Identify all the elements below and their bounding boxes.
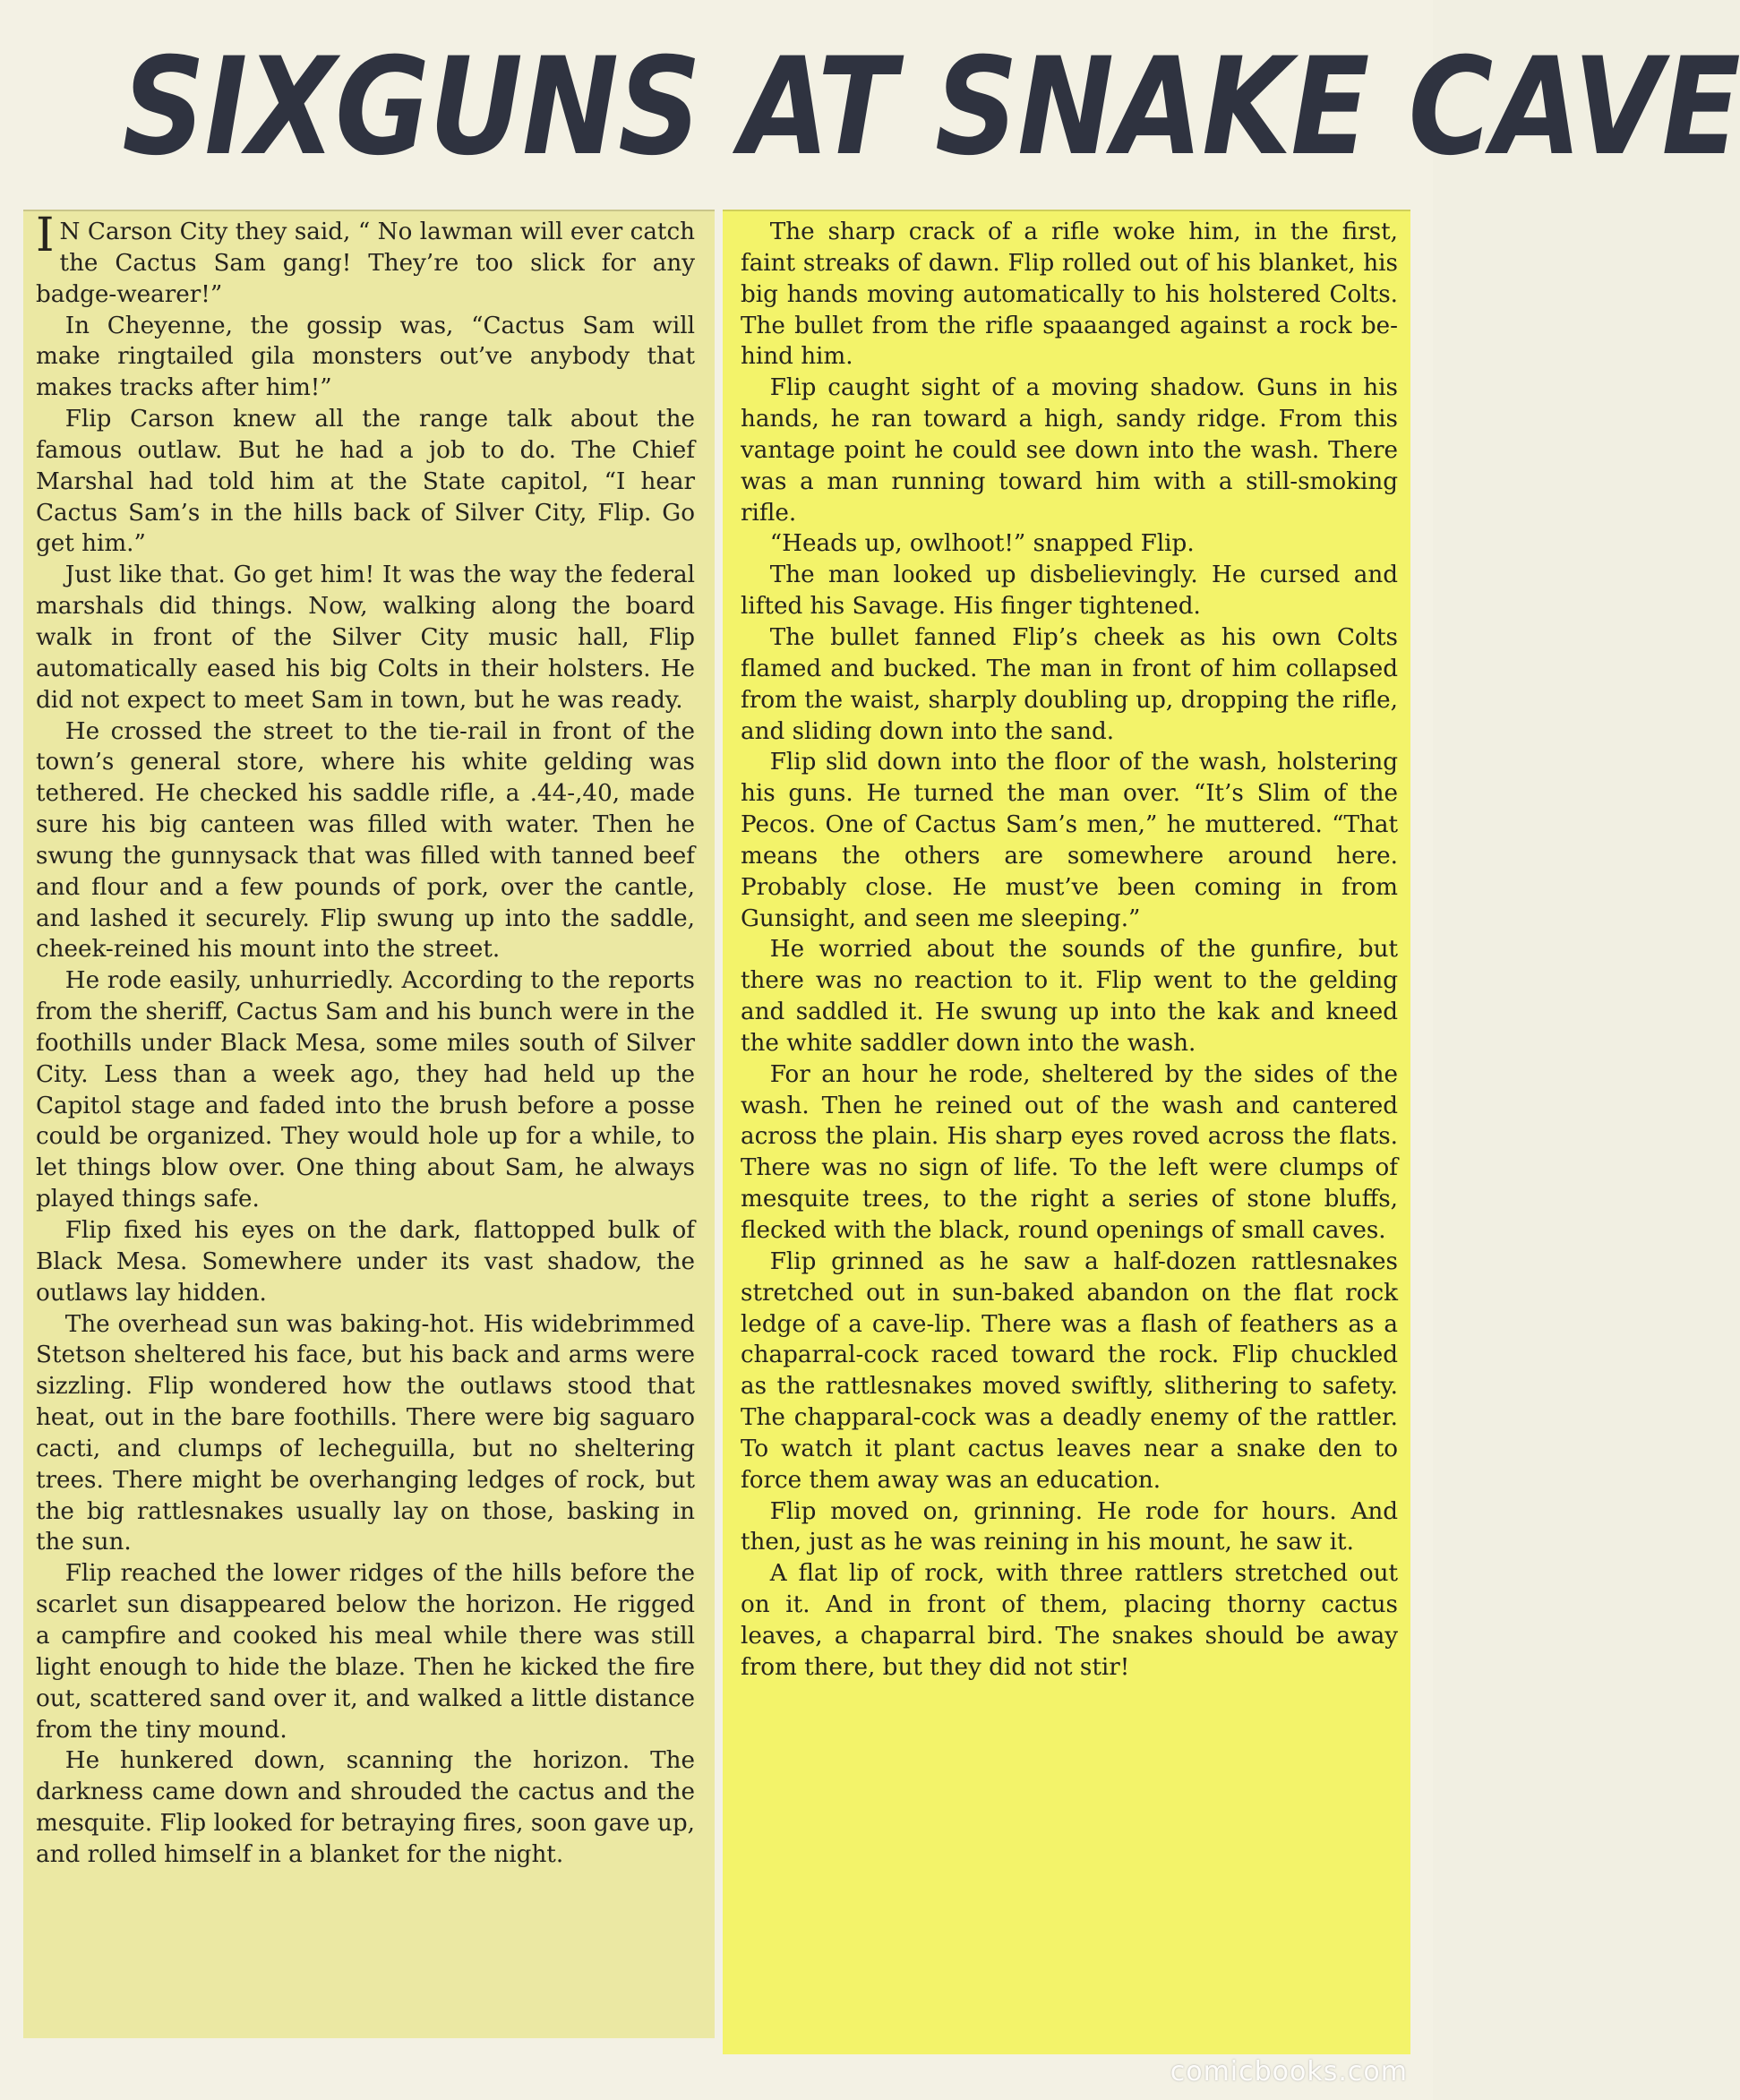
paragraph: The sharp crack of a rifle woke him, in the first, faint streaks of dawn. Flip rolled out of his blanket, his big hands moving automatically to his holstered Colts. The bullet from the rifle spaaanged against a rock behind him. (741, 219, 1398, 371)
paragraph (36, 209, 695, 311)
paragraph: Flip Carson knew all the range talk about the famous outlaw. But he had a job to do. The Chief Marshal had told him at the State capitol, “I hear Cactus Sam’s in the hills back of Silver City, Flip. Go get him.” (36, 406, 695, 558)
paragraph: He rode easily, unhurriedly. According to the reports from the sheriff, Cactus Sam and his bunch were in the foothills under Black Mesa, some miles south of Silver City. Less than a week ago, they had held up the Capitol stage and faded into the brush before a posse could be organized. They would hole up for a while, to let things blow over. One thing about Sam, he always played things safe. (36, 967, 695, 1213)
paragraph-text: N Carson City they said, “ No lawman will ever catch the Cactus Sam gang! They’re too slick for any badge-wearer!” (36, 219, 695, 308)
paragraph: The overhead sun was baking-hot. His widebrimmed Stetson sheltered his face, but his back and arms were sizzling. Flip wondered how the outlaws stood that heat, out in the bare foothills. There were big saguaro cacti, and clumps of lecheguilla, but no sheltering trees. There might be overhanging ledges of rock, but the big rattlesnakes usually lay on those, basking in the sun. (36, 1310, 695, 1556)
column-gutter (715, 210, 723, 2063)
paragraph: Flip grinned as he saw a half-dozen rattlesnakes stretched out in sun-baked abandon on the flat rock ledge of a cave-lip. There was a flash of feathers as a chaparral-cock raced toward the rock. Flip chuckled as the rattlesnakes moved swiftly, slithering to safety. The chapparal-cock was a deadly enemy of the rattler. To watch it plant cactus leaves near a snake den to force them away was an education. (741, 1247, 1398, 1494)
paragraph: “Heads up, owlhoot!” snapped Flip. (769, 530, 1195, 558)
paragraph: He worried about the sounds of the gunfire, but there was no reaction to it. Flip went to the gelding and saddled it. He swung up into the kak and kneed the white saddler down into the wash. (741, 936, 1398, 1057)
paragraph: For an hour he rode, sheltered by the sides of the wash. Then he reined out of the wash and cantered across the plain. His sharp eyes roved across the flats. There was no sign of life. To the left were clumps of mesquite trees, to the right a series of stone bluffs, flecked with the black, round openings of small caves. (741, 1060, 1398, 1244)
paragraph: Flip fixed his eyes on the dark, flattopped bulk of Black Mesa. Somewhere under its vast shadow, the outlaws lay hidden. (36, 1217, 695, 1307)
paragraph: In Cheyenne, the gossip was, “Cactus Sam will make ringtailed gila monsters out’ve anybody that makes tracks after him!” (36, 312, 695, 402)
drop-cap: I (36, 209, 55, 262)
paragraph: Flip caught sight of a moving shadow. Guns in his hands, he ran toward a high, sandy ridge. From this vantage point he could see down into the wash. There was a man running toward him with a still-smoking rifle. (741, 374, 1398, 527)
paragraph: The bullet fanned Flip’s cheek as his own Colts flamed and bucked. The man in front of him collapsed from the waist, sharply doubling up, dropping the rifle, and sliding down into the sand. (741, 623, 1398, 745)
paragraph: Flip reached the lower ridges of the hills before the scarlet sun disappeared below the horizon. He rigged a campfire and cooked his meal while there was still light enough to hide the blaze. Then he kicked the fire out, scattered sand over it, and walked a little distance from the tiny mound. (36, 1560, 695, 1744)
right-text-column (723, 210, 1410, 2054)
paragraph: Flip slid down into the floor of the wash, holstering his guns. He turned the man over. “It’s Slim of the Pecos. One of Cactus Sam’s men,” he muttered. “That means the others are somewhere around here. Probably close. He must’ve been coming in from Gunsight, and seen me sleeping.” (741, 749, 1398, 932)
story-title: SIXGUNS AT SNAKE CAVE (122, 30, 1740, 185)
paragraph: The man looked up disbelievingly. He cursed and lifted his Savage. His finger tightened. (741, 561, 1398, 621)
paragraph: Just like that. Go get him! It was the way the federal marshals did things. Now, walking along the board walk in front of the Silver City music hall, Flip automatically eased his big Colts in their holsters. He did not expect to meet Sam in town, but he was ready. (36, 561, 695, 714)
paragraph: He hunkered down, scanning the horizon. The darkness came down and shrouded the cactus and the mesquite. Flip looked for betraying fires, soon gave up, and rolled himself in a blanket for the night. (36, 1747, 695, 1868)
site-watermark: comicbooks.com (1170, 2056, 1408, 2087)
paragraph: A flat lip of rock, with three rattlers stretched out on it. And in front of them, placing thorny cactus leaves, a chaparral bird. The snakes should be away from there, but they did not stir! (741, 1560, 1398, 1681)
left-text-column (23, 210, 715, 2038)
paragraph: Flip moved on, grinning. He rode for hours. And then, just as he was reining in his mount, he saw it. (741, 1497, 1398, 1556)
paragraph: He crossed the street to the tie-rail in front of the town’s general store, where his white gelding was tethered. He checked his saddle rifle, a .44-,40, made sure his big canteen was filled with water. Then he swung the gunnysack that was filled with tanned beef and flour and a few pounds of pork, over the cantle, and lashed it securely. Flip swung up into the saddle, cheek-reined his mount into the street. (36, 717, 695, 964)
